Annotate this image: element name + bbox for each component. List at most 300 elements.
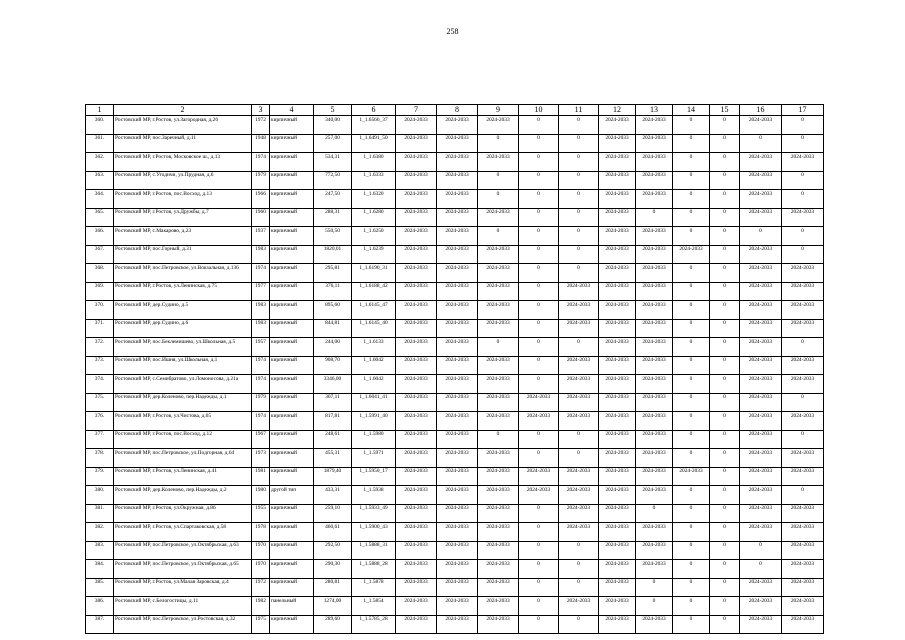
table-cell: 0 xyxy=(740,134,782,153)
table-cell: 0 xyxy=(710,412,740,431)
table-cell: 2024-2033 xyxy=(396,171,437,190)
table-cell: 2024-2033 xyxy=(636,301,673,320)
table-cell: Ростовский МР, г.Ростов, ул.Окружная, д.86 xyxy=(114,504,252,523)
table-cell: 0 xyxy=(710,356,740,375)
table-cell: 2024-2033 xyxy=(599,412,636,431)
table-cell: 2024-2033 xyxy=(437,171,478,190)
table-cell: 2024-2033 xyxy=(437,190,478,209)
table-cell: 0 xyxy=(673,449,710,468)
table-cell: 0 xyxy=(519,375,559,394)
table-cell: Ростовский МР, пос.Петровское, ул.Октябрьская, д.65 xyxy=(114,560,252,579)
table-cell: 383. xyxy=(86,541,114,560)
table-cell: 2024-2033 xyxy=(437,560,478,579)
table-cell: 0 xyxy=(519,301,559,320)
table-cell: кирпичный xyxy=(270,116,314,135)
table-cell: 2024-2033 xyxy=(559,282,599,301)
table-cell: Ростовский МР, пос.Петровское, ул.Ростовская, д.32 xyxy=(114,615,252,634)
table-cell: 2024-2033 xyxy=(636,560,673,579)
table-cell: 2024-2033 xyxy=(782,264,824,283)
table-cell: 0 xyxy=(673,356,710,375)
table-cell: 1957 xyxy=(252,338,270,357)
table-row xyxy=(86,523,824,542)
table-cell: 1983 xyxy=(252,245,270,264)
table-cell: кирпичный xyxy=(270,338,314,357)
table-cell: 2024-2033 xyxy=(599,208,636,227)
table-cell: 0 xyxy=(519,449,559,468)
table-cell: 0 xyxy=(782,430,824,449)
table-cell: 0 xyxy=(710,171,740,190)
table-cell: 2024-2033 xyxy=(740,245,782,264)
table-cell: 2024-2033 xyxy=(599,597,636,616)
table-cell: 0 xyxy=(710,541,740,560)
table-cell: 2024-2033 xyxy=(740,208,782,227)
table-cell: Ростовский МР, г.Ростов, ул.Дружбы, д.7 xyxy=(114,208,252,227)
table-cell: 2024-2033 xyxy=(396,208,437,227)
table-cell: 2024-2033 xyxy=(599,338,636,357)
table-cell: 0 xyxy=(673,301,710,320)
table-cell: 2024-2033 xyxy=(437,282,478,301)
table-row xyxy=(86,393,824,412)
table-cell: 2024-2033 xyxy=(599,560,636,579)
table-cell: 382. xyxy=(86,523,114,542)
table-cell: 0 xyxy=(710,245,740,264)
table-cell: 2024-2033 xyxy=(740,578,782,597)
table-cell: 0 xyxy=(782,486,824,505)
column-header: 17 xyxy=(782,105,824,116)
table-cell: 0 xyxy=(559,264,599,283)
table-cell: 2024-2033 xyxy=(437,116,478,135)
table-cell: 2024-2033 xyxy=(782,541,824,560)
table-cell: 376. xyxy=(86,412,114,431)
table-cell: 2024-2033 xyxy=(599,153,636,172)
table-cell: 244,00 xyxy=(314,338,352,357)
table-cell: 2024-2033 xyxy=(478,301,519,320)
table-cell: 0 xyxy=(782,393,824,412)
table-cell: 0 xyxy=(710,208,740,227)
table-cell: 2024-2033 xyxy=(740,523,782,542)
table-cell: 2024-2033 xyxy=(478,153,519,172)
table-cell: 2024-2033 xyxy=(673,245,710,264)
table-cell: кирпичный xyxy=(270,578,314,597)
table-cell: Ростовский МР, пос.Петровское, ул.Вокзальная, д.136 xyxy=(114,264,252,283)
table-cell: 0 xyxy=(559,208,599,227)
table-cell: 0 xyxy=(519,615,559,634)
table-row xyxy=(86,541,824,560)
table-cell: 2024-2033 xyxy=(396,486,437,505)
table-cell: 2024-2033 xyxy=(636,190,673,209)
table-cell: 361. xyxy=(86,134,114,153)
table-cell: 1_1.6042 xyxy=(352,356,396,375)
table-cell: 0 xyxy=(673,134,710,153)
column-header: 12 xyxy=(599,105,636,116)
table-cell: 2024-2033 xyxy=(740,190,782,209)
table-cell: 385. xyxy=(86,578,114,597)
table-cell: 0 xyxy=(782,134,824,153)
column-header: 10 xyxy=(519,105,559,116)
table-cell: 1981 xyxy=(252,467,270,486)
table-cell: 1979 xyxy=(252,393,270,412)
table-cell: кирпичный xyxy=(270,319,314,338)
table-cell: 2024-2033 xyxy=(396,523,437,542)
table-cell: 1_1.5991_40 xyxy=(352,412,396,431)
table-cell: 0 xyxy=(710,615,740,634)
table-cell: 2024-2033 xyxy=(437,153,478,172)
table-cell: 1_1.5938 xyxy=(352,486,396,505)
table-cell: 0 xyxy=(519,504,559,523)
table-cell: Ростовский МР, с.Угодичи, ул.Прудная, д.6 xyxy=(114,171,252,190)
column-header: 8 xyxy=(437,105,478,116)
table-cell: 0 xyxy=(559,153,599,172)
table-cell: 1_1.6380 xyxy=(352,153,396,172)
table-cell: кирпичный xyxy=(270,208,314,227)
table-cell: 1983 xyxy=(252,319,270,338)
table-cell: 0 xyxy=(559,190,599,209)
table-cell: 0 xyxy=(673,541,710,560)
table-row xyxy=(86,190,824,209)
table-cell: 1_1.6042 xyxy=(352,375,396,394)
table-cell: 377. xyxy=(86,430,114,449)
table-cell: 0 xyxy=(673,504,710,523)
table-cell: 2024-2033 xyxy=(559,523,599,542)
table-cell: Ростовский МР, пос.Беклемишево, ул.Школьная, д.5 xyxy=(114,338,252,357)
column-header: 13 xyxy=(636,105,673,116)
table-cell: 2024-2033 xyxy=(478,578,519,597)
table-cell: 0 xyxy=(710,523,740,542)
table-cell: 2024-2033 xyxy=(437,264,478,283)
table-cell: 0 xyxy=(519,245,559,264)
table-row xyxy=(86,578,824,597)
table-cell: кирпичный xyxy=(270,301,314,320)
table-cell: 0 xyxy=(478,430,519,449)
table-cell: 2024-2033 xyxy=(519,412,559,431)
table-cell: 2024-2033 xyxy=(782,208,824,227)
table-cell: 2024-2033 xyxy=(599,523,636,542)
table-cell: 2024-2033 xyxy=(636,319,673,338)
table-cell: 2024-2033 xyxy=(599,430,636,449)
table-row xyxy=(86,264,824,283)
table-cell: 1_1.5888_31 xyxy=(352,541,396,560)
table-cell: 0 xyxy=(710,264,740,283)
table-cell: 1977 xyxy=(252,282,270,301)
table-cell: 2024-2033 xyxy=(636,541,673,560)
register-table xyxy=(85,104,824,634)
table-cell: 2024-2033 xyxy=(782,375,824,394)
table-cell: 1974 xyxy=(252,375,270,394)
table-row xyxy=(86,208,824,227)
table-cell: 844,81 xyxy=(314,319,352,338)
table-cell: 550,50 xyxy=(314,227,352,246)
table-cell: 2024-2033 xyxy=(782,578,824,597)
column-header: 15 xyxy=(710,105,740,116)
table-cell: Ростовский МР, дер.Коленово, пер.Надежды, д.1 xyxy=(114,393,252,412)
table-cell: 0 xyxy=(710,486,740,505)
table-cell: 280,81 xyxy=(314,578,352,597)
table-cell: 0 xyxy=(782,171,824,190)
table-cell: 1980 xyxy=(252,486,270,505)
column-header: 14 xyxy=(673,105,710,116)
table-cell: 1_1.6145_40 xyxy=(352,319,396,338)
table-cell: 2024-2033 xyxy=(636,449,673,468)
table-cell: 340,00 xyxy=(314,116,352,135)
table-cell: 1820,01 xyxy=(314,245,352,264)
table-row xyxy=(86,597,824,616)
table-row xyxy=(86,467,824,486)
table-row xyxy=(86,282,824,301)
table-cell: 0 xyxy=(710,393,740,412)
table-cell: 1983 xyxy=(252,301,270,320)
table-cell: 0 xyxy=(710,467,740,486)
table-cell: 2024-2033 xyxy=(740,356,782,375)
table-cell: 0 xyxy=(519,116,559,135)
table-cell: Ростовский МР, дер.Коленово, пер.Надежды, д.2 xyxy=(114,486,252,505)
table-cell: 0 xyxy=(559,578,599,597)
table-cell: 1966 xyxy=(252,190,270,209)
table-cell: 0 xyxy=(673,338,710,357)
table-cell: 2024-2033 xyxy=(396,412,437,431)
table-cell: 2024-2033 xyxy=(396,153,437,172)
table-cell: кирпичный xyxy=(270,245,314,264)
table-cell: Ростовский МР, г.Ростов, пос.Восход, д.13 xyxy=(114,190,252,209)
table-cell: 2024-2033 xyxy=(396,227,437,246)
table-cell: 1_1.6188_42 xyxy=(352,282,396,301)
table-cell: 0 xyxy=(519,282,559,301)
table-cell: 0 xyxy=(673,116,710,135)
table-cell: 2024-2033 xyxy=(396,393,437,412)
table-cell: 3346,00 xyxy=(314,375,352,394)
table-cell: кирпичный xyxy=(270,467,314,486)
table-cell: 2024-2033 xyxy=(782,523,824,542)
table-row xyxy=(86,486,824,505)
table-cell: 0 xyxy=(673,578,710,597)
table-cell: 0 xyxy=(519,319,559,338)
table-cell: 1_1.6566_37 xyxy=(352,116,396,135)
table-cell: 0 xyxy=(478,134,519,153)
table-cell: 2024-2033 xyxy=(437,301,478,320)
table-cell: 2024-2033 xyxy=(437,245,478,264)
table-cell: 1_1.6491_50 xyxy=(352,134,396,153)
table-cell: 1978 xyxy=(252,523,270,542)
table-cell: 292,50 xyxy=(314,541,352,560)
table-cell: 2024-2033 xyxy=(396,615,437,634)
table-cell: 1_1.6250 xyxy=(352,227,396,246)
table-cell: панельный xyxy=(270,597,314,616)
table-cell: 908,70 xyxy=(314,356,352,375)
table-cell: 0 xyxy=(710,134,740,153)
table-cell: 367. xyxy=(86,245,114,264)
table-cell: 0 xyxy=(782,190,824,209)
table-cell: 0 xyxy=(519,560,559,579)
table-cell: 2024-2033 xyxy=(559,467,599,486)
table-cell: 2024-2033 xyxy=(437,541,478,560)
table-cell: 2024-2033 xyxy=(396,134,437,153)
table-row xyxy=(86,134,824,153)
table-cell: 0 xyxy=(710,504,740,523)
table-cell: 2024-2033 xyxy=(396,560,437,579)
table-cell: 1972 xyxy=(252,578,270,597)
table-cell: 2024-2033 xyxy=(740,597,782,616)
table-cell: 2024-2033 xyxy=(437,412,478,431)
table-cell: 0 xyxy=(782,116,824,135)
table-cell: 1_1.5933_49 xyxy=(352,504,396,523)
table-cell: Ростовский МР, г.Ростов, ул.Малая Заровская, д.4 xyxy=(114,578,252,597)
table-cell: Ростовский МР, г.Ростов, пос.Восход, д.12 xyxy=(114,430,252,449)
table-cell: 2024-2033 xyxy=(437,578,478,597)
table-cell: Ростовский МР, г.Ростов, ул.Ленинская, д.75 xyxy=(114,282,252,301)
table-cell: 1960 xyxy=(252,208,270,227)
column-header: 4 xyxy=(270,105,314,116)
table-cell: 1970 xyxy=(252,560,270,579)
table-row xyxy=(86,319,824,338)
table-cell: 0 xyxy=(559,245,599,264)
table-cell: 1_1.6280 xyxy=(352,208,396,227)
table-cell: 2024-2033 xyxy=(559,301,599,320)
table-cell: кирпичный xyxy=(270,430,314,449)
table-cell: 248,61 xyxy=(314,430,352,449)
table-cell: 2024-2033 xyxy=(599,190,636,209)
table-cell: 376,11 xyxy=(314,282,352,301)
table-cell: 2024-2033 xyxy=(599,301,636,320)
table-cell: 2024-2033 xyxy=(396,375,437,394)
table-cell: 2024-2033 xyxy=(740,153,782,172)
table-cell: 0 xyxy=(559,615,599,634)
table-cell: 2024-2033 xyxy=(559,375,599,394)
table-cell: кирпичный xyxy=(270,282,314,301)
table-cell: 1879,40 xyxy=(314,467,352,486)
table-cell: 1_1.5980 xyxy=(352,430,396,449)
table-cell: 0 xyxy=(519,338,559,357)
table-cell: 2024-2033 xyxy=(636,486,673,505)
table-cell: 2024-2033 xyxy=(396,541,437,560)
column-header: 3 xyxy=(252,105,270,116)
table-cell: 2024-2033 xyxy=(478,319,519,338)
table-row xyxy=(86,245,824,264)
table-cell: 1974 xyxy=(252,264,270,283)
table-cell: 375. xyxy=(86,393,114,412)
table-cell: 1948 xyxy=(252,134,270,153)
table-cell: 0 xyxy=(519,227,559,246)
table-cell: 0 xyxy=(559,430,599,449)
table-cell: 2024-2033 xyxy=(396,301,437,320)
table-cell: 2024-2033 xyxy=(782,560,824,579)
table-cell: 2024-2033 xyxy=(437,615,478,634)
table-cell: 2024-2033 xyxy=(782,467,824,486)
table-cell: 374. xyxy=(86,375,114,394)
table-cell: 2024-2033 xyxy=(636,116,673,135)
table-cell: кирпичный xyxy=(270,227,314,246)
table-cell: 0 xyxy=(710,301,740,320)
table-cell: Ростовский МР, пос.Петровское, ул.Подгорная, д.64 xyxy=(114,449,252,468)
table-cell: 0 xyxy=(673,560,710,579)
table-cell: 2024-2033 xyxy=(396,597,437,616)
table-row xyxy=(86,171,824,190)
table-row xyxy=(86,615,824,634)
table-cell: 2024-2033 xyxy=(740,301,782,320)
table-cell: 0 xyxy=(673,264,710,283)
table-cell: 0 xyxy=(559,560,599,579)
table-cell: 2024-2033 xyxy=(636,245,673,264)
table-cell: 0 xyxy=(710,560,740,579)
table-cell: 2024-2033 xyxy=(636,356,673,375)
table-cell: 2024-2033 xyxy=(396,449,437,468)
table-cell: кирпичный xyxy=(270,449,314,468)
column-header: 6 xyxy=(352,105,396,116)
table-cell: другой тип xyxy=(270,486,314,505)
table-cell: 2024-2033 xyxy=(740,449,782,468)
table-cell: 2024-2033 xyxy=(599,504,636,523)
table-cell: 1972 xyxy=(252,116,270,135)
table-cell: 2024-2033 xyxy=(599,393,636,412)
table-cell: 1_1.6320 xyxy=(352,190,396,209)
table-cell: 2024-2033 xyxy=(740,264,782,283)
table-cell: Ростовский МР, с.Семибратово, ул.Ломоносова, д.21а xyxy=(114,375,252,394)
table-cell: 2024-2033 xyxy=(478,560,519,579)
table-cell: 259,10 xyxy=(314,504,352,523)
table-cell: 363. xyxy=(86,171,114,190)
table-cell: Ростовский МР, дер.Судино, д.6 xyxy=(114,319,252,338)
table-cell: Ростовский МР, с.Белогостицы, д.11 xyxy=(114,597,252,616)
table-cell: 2024-2033 xyxy=(636,393,673,412)
table-cell: 2024-2033 xyxy=(740,504,782,523)
table-cell: 2024-2033 xyxy=(396,356,437,375)
table-cell: 0 xyxy=(559,171,599,190)
table-cell: 1975 xyxy=(252,615,270,634)
table-cell: 1970 xyxy=(252,541,270,560)
table-cell: 2024-2033 xyxy=(437,597,478,616)
table-cell: 2024-2033 xyxy=(636,615,673,634)
table-cell: 365. xyxy=(86,208,114,227)
table-cell: 2024-2033 xyxy=(559,597,599,616)
table-cell: 1_1.5900_43 xyxy=(352,523,396,542)
table-cell: кирпичный xyxy=(270,356,314,375)
table-cell: 0 xyxy=(559,227,599,246)
table-cell: 2024-2033 xyxy=(599,486,636,505)
table-cell: 364. xyxy=(86,190,114,209)
table-cell: 2024-2033 xyxy=(599,375,636,394)
table-cell: 2024-2033 xyxy=(782,153,824,172)
table-cell: 2024-2033 xyxy=(559,504,599,523)
table-cell: 1979 xyxy=(252,171,270,190)
table-cell: 247,50 xyxy=(314,190,352,209)
table-cell: 2024-2033 xyxy=(599,541,636,560)
table-cell: 0 xyxy=(710,190,740,209)
table-cell: 379. xyxy=(86,467,114,486)
table-cell: 2024-2033 xyxy=(396,467,437,486)
table-cell: 2024-2033 xyxy=(396,116,437,135)
table-cell: 0 xyxy=(673,486,710,505)
table-cell: кирпичный xyxy=(270,560,314,579)
table-cell: 2024-2033 xyxy=(740,319,782,338)
table-cell: 2024-2033 xyxy=(478,264,519,283)
table-cell: 1_1.5971 xyxy=(352,449,396,468)
table-cell: 1_1.6145_47 xyxy=(352,301,396,320)
table-cell: 2024-2033 xyxy=(396,578,437,597)
table-cell: 2024-2033 xyxy=(599,356,636,375)
table-cell: 0 xyxy=(740,560,782,579)
table-cell: 2024-2033 xyxy=(599,116,636,135)
table-cell: 2024-2033 xyxy=(740,282,782,301)
table-row xyxy=(86,227,824,246)
table-cell: 0 xyxy=(636,578,673,597)
table-cell: 2024-2033 xyxy=(782,615,824,634)
table-cell: 373. xyxy=(86,356,114,375)
table-cell: 2024-2033 xyxy=(599,282,636,301)
table-cell: 1974 xyxy=(252,356,270,375)
table-cell: 2024-2033 xyxy=(478,467,519,486)
table-cell: 2024-2033 xyxy=(782,597,824,616)
table-cell: кирпичный xyxy=(270,264,314,283)
table-cell: 2024-2033 xyxy=(478,615,519,634)
table-row xyxy=(86,338,824,357)
